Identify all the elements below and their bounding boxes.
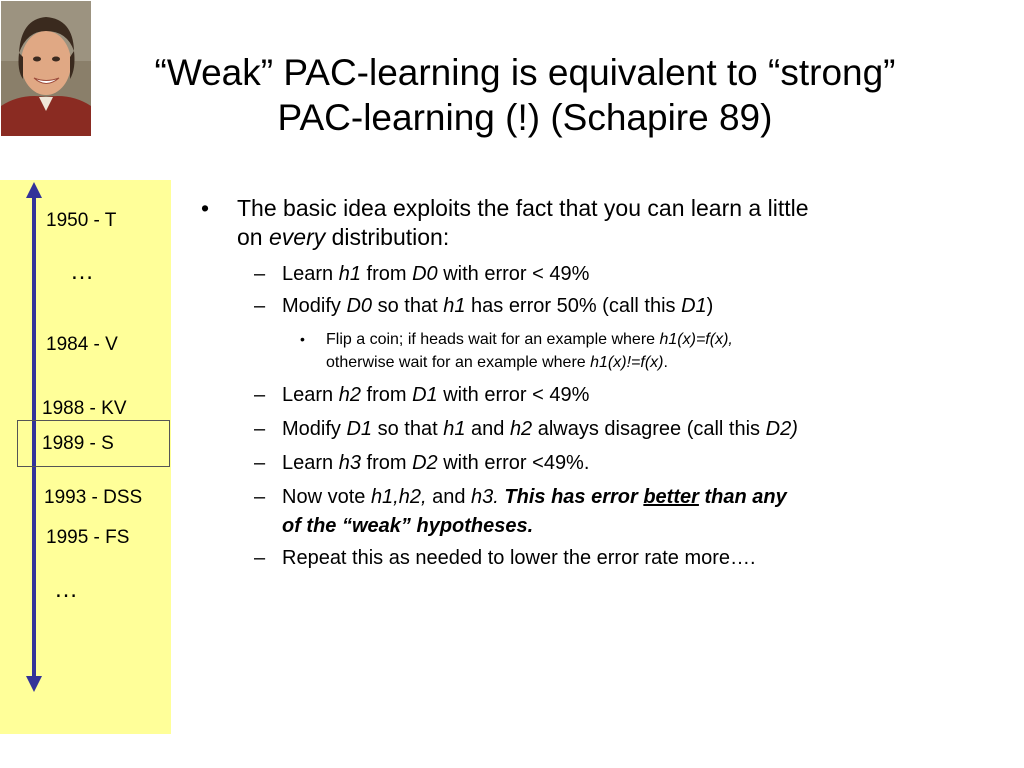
bullet-text-fragment: D0: [346, 295, 373, 317]
bullet-text-fragment: Learn: [282, 263, 339, 285]
bullet-text-fragment: h1(x)!=f(x): [590, 354, 664, 371]
bullet-text-fragment: h1(x)=f(x),: [659, 331, 733, 348]
bullet-text-fragment: of the “weak” hypotheses.: [282, 515, 534, 537]
bullet-text-fragment: ): [706, 295, 714, 317]
bullet-text-fragment: always disagree (call this: [532, 418, 766, 440]
bullet-text-fragment: Now vote: [282, 486, 371, 508]
bullet-text-fragment: Learn: [282, 384, 339, 406]
bullet-text-fragment: D2: [412, 452, 438, 474]
sub-bullet-2: [282, 292, 962, 321]
bullet-text-fragment: than any: [698, 486, 787, 508]
bullet-text-fragment: D1: [681, 295, 707, 317]
bullet-text-fragment: h2: [338, 384, 361, 406]
bullet-text-fragment: from: [360, 263, 413, 285]
bullet-text-fragment: has error 50% (call this: [465, 295, 682, 317]
emphasis-better: better: [643, 486, 699, 508]
main-bullet-text: The basic idea exploits the fact that you can learn a little: [237, 195, 809, 221]
bullet-text-fragment: Modify: [282, 418, 347, 440]
emphasis-every: every: [268, 224, 326, 250]
bullet-marker: •: [201, 195, 210, 221]
dash-marker: –: [254, 418, 266, 440]
bullet-text-fragment: and: [465, 418, 510, 440]
bullet-text-fragment: from: [360, 384, 413, 406]
bullet-text-fragment: otherwise wait for an example where: [326, 354, 591, 371]
bullet-text-fragment: D2): [765, 418, 798, 440]
bullet-text-fragment: h1,h2,: [370, 486, 427, 508]
bullet-text-fragment: h1: [443, 295, 466, 317]
timeline-entry-highlighted: 1989 - S: [42, 433, 114, 454]
sub-bullet-5: [282, 449, 962, 478]
sub-bullet-3: [282, 381, 962, 410]
bullet-text-fragment: Learn: [282, 452, 339, 474]
bullet-text-fragment: with error < 49%: [437, 263, 590, 285]
bullet-text-fragment: with error < 49%: [437, 384, 590, 406]
bullet-text-fragment: h3: [338, 452, 361, 474]
bullet-text-fragment: Flip a coin; if heads wait for an example where: [326, 331, 660, 348]
bullet-text-fragment: D1: [412, 384, 438, 406]
bullet-text-fragment: .: [663, 354, 668, 371]
sub-bullet-1: [282, 260, 962, 289]
bullet-text-fragment: h3.: [471, 486, 499, 508]
bullet-text-fragment: h1: [338, 263, 361, 285]
timeline-entry: 1950 - T: [46, 210, 117, 231]
bullet-text-fragment: h2: [509, 418, 533, 440]
timeline-entry: 1993 - DSS: [44, 487, 143, 508]
bullet-text-fragment: h1: [443, 418, 466, 440]
main-bullet-text: on: [237, 224, 269, 250]
timeline-ellipsis: …: [54, 576, 80, 603]
sub-sub-bullet: [326, 328, 946, 374]
bullet-text-fragment: D0: [412, 263, 438, 285]
main-bullet: [237, 194, 977, 252]
sub-bullet-6: [282, 483, 962, 541]
bullet-text-fragment: with error <49%.: [437, 452, 590, 474]
main-bullet-text: distribution:: [325, 224, 450, 250]
timeline-ellipsis: …: [70, 258, 96, 285]
timeline-entry: 1988 - KV: [42, 398, 127, 419]
dash-marker: –: [254, 263, 266, 285]
sub-bullet-7: [282, 544, 962, 573]
bullet-text-fragment: D1: [346, 418, 373, 440]
timeline-entry: 1984 - V: [46, 334, 118, 355]
bullet-text-fragment: Repeat this as needed to lower the error rate more….: [282, 547, 756, 569]
dash-marker: –: [254, 547, 266, 569]
dash-marker: –: [254, 295, 266, 317]
bullet-text-fragment: This has error: [498, 486, 644, 508]
dash-marker: –: [254, 486, 266, 508]
bullet-text-fragment: so that: [372, 418, 444, 440]
bullet-text-fragment: and: [426, 486, 472, 508]
dash-marker: –: [254, 452, 266, 474]
subsub-marker: •: [300, 331, 305, 347]
bullet-text-fragment: so that: [372, 295, 444, 317]
title-line-1: “Weak” PAC-learning is equivalent to “strong”: [154, 52, 896, 93]
bullet-text-fragment: from: [360, 452, 413, 474]
title-line-2: PAC-learning (!) (Schapire 89): [277, 97, 773, 138]
sub-bullet-4: [282, 415, 962, 444]
dash-marker: –: [254, 384, 266, 406]
timeline-entry: 1995 - FS: [46, 527, 130, 548]
bullet-text-fragment: Modify: [282, 295, 347, 317]
